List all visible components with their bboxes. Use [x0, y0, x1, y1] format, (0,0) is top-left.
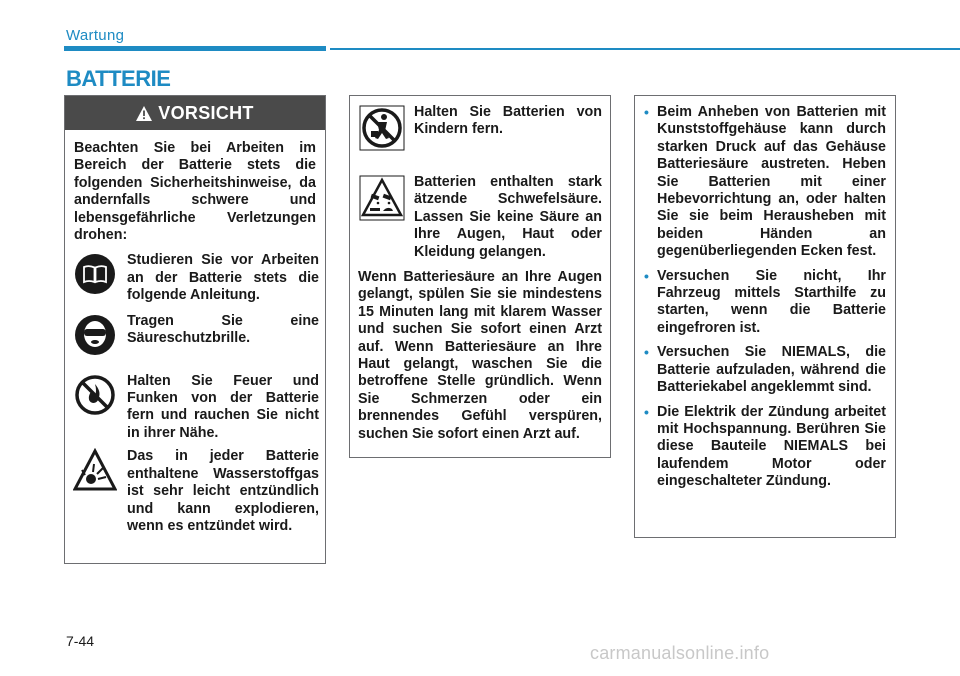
header-rule-thin	[330, 48, 960, 50]
caution-item	[73, 252, 319, 304]
header-rule-thick	[64, 46, 326, 51]
caution-item	[73, 373, 319, 443]
list-item	[644, 104, 886, 261]
caution-label: VORSICHT	[158, 102, 254, 123]
list-item	[644, 344, 886, 396]
list-item-text: Versuchen Sie nicht, Ihr Fahrzeug mittels Starthilfe zu starten, wenn die Batterie eingefroren ist.	[657, 267, 886, 336]
safety-goggles-icon	[73, 313, 117, 357]
list-item-text: Beim Anheben von Batterien mit Kunststoffgehäuse kann durch starken Druck auf das Gehäuse Batteriesäure austreten. Heben Sie Batterien mit einer Hebevorrichtung an, oder halten Sie sie beim Herausheben mit beiden Händen an gegenüberliegenden Ecken fest.	[657, 104, 886, 260]
middle-item	[358, 174, 602, 261]
middle-item-text: Halten Sie Batterien von Kindern fern.	[414, 104, 602, 138]
list-item-text: Versuchen Sie NIEMALS, die Batterie aufzuladen, während die Batteriekabel angeklemmt sind.	[657, 344, 886, 396]
caution-item	[73, 313, 319, 357]
bullet-icon: •	[644, 344, 649, 361]
keep-children-away-icon	[358, 104, 406, 152]
no-fire-icon	[73, 373, 117, 417]
middle-item-text: Batterien enthalten stark ätzende Schwefelsäure. Lassen Sie keine Säure an Ihre Augen, Haut oder Kleidung gelangen.	[414, 174, 602, 260]
acid-first-aid-paragraph: Wenn Batteriesäure an Ihre Augen gelangt, spülen Sie sie mindestens 15 Minuten lang mit klarem Wasser und suchen Sie sofort einen Arzt auf. Wenn Batteriesäure an Ihre Haut gelangt, waschen Sie die betroffene Stelle gründlich. Wenn Sie Schmerzen oder ein brennendes Gefühl verspüren, suchen Sie sofort einen Arzt auf.	[358, 269, 602, 442]
middle-box	[349, 95, 611, 458]
right-box	[634, 95, 896, 538]
middle-item	[358, 104, 602, 152]
list-item-text: Die Elektrik der Zündung arbeitet mit Hochspannung. Berühren Sie diese Bauteile NIEMALS bei laufendem Motor oder eingeschalteter Zündung.	[657, 403, 886, 490]
caution-item-text: Tragen Sie eine Säureschutzbrille.	[127, 312, 319, 347]
caution-item-text: Das in jeder Batterie enthaltene Wasserstoffgas ist sehr leicht entzündlich und kann explodieren, wenn es entzündet wird.	[127, 448, 319, 534]
bullet-icon: •	[644, 403, 649, 420]
watermark: carmanualsonline.info	[590, 643, 770, 663]
bullet-icon: •	[644, 267, 649, 284]
bullet-icon: •	[644, 104, 649, 120]
page-title: BATTERIE	[66, 66, 171, 91]
corrosive-acid-icon	[358, 174, 406, 222]
caution-intro: Beachten Sie bei Arbeiten im Bereich der Batterie stets die folgenden Sicherheitshinweise, da andernfalls schwere und lebensgefährliche Verletzungen drohen:	[74, 140, 316, 244]
warning-triangle-icon	[136, 106, 152, 121]
list-item	[644, 404, 886, 491]
manual-book-icon	[73, 252, 117, 296]
caution-item-text: Halten Sie Feuer und Funken von der Batterie fern und rauchen Sie nicht in ihrer Nähe.	[127, 372, 319, 441]
caution-box	[64, 95, 326, 564]
caution-item	[73, 448, 319, 535]
list-item	[644, 268, 886, 338]
caution-header	[65, 96, 325, 130]
page-number: 7-44	[66, 633, 95, 649]
section-label: Wartung	[66, 27, 125, 44]
caution-item-text: Studieren Sie vor Arbeiten an der Batterie stets die folgende Anleitung.	[127, 252, 319, 304]
explosive-gas-icon	[73, 448, 117, 492]
